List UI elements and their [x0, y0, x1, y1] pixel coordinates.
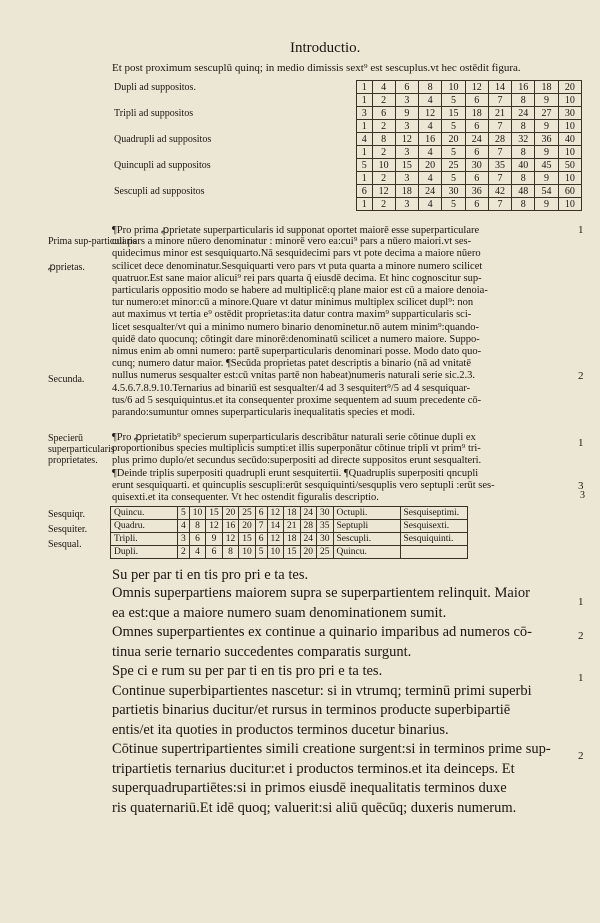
table-cell: 2 — [372, 146, 395, 159]
table-cell: 28 — [488, 133, 511, 146]
table-cell: 7 — [488, 120, 511, 133]
row-label: Dupli ad suppositos. — [114, 81, 196, 93]
text-line: erunt sesquiquarti. et quincuplis sescupli:erūt sesquiquinti/sesquplis vero septupli :erūt ses- — [112, 479, 495, 491]
table-cell: 1 — [357, 172, 373, 185]
table-cell: 3 — [395, 94, 418, 107]
row-label — [112, 94, 357, 107]
table-cell: 14 — [488, 81, 511, 94]
table-cell: Octupli. — [333, 507, 400, 520]
table-cell: 3 — [395, 146, 418, 159]
table-cell: 9 — [206, 533, 223, 546]
table-cell: 4 — [189, 546, 206, 559]
table-cell: 16 — [419, 133, 442, 146]
text-line: quisexti.et ita consequenter. Vt hec ostendit figuralis descriptio. — [112, 492, 379, 503]
superparticular-table — [110, 506, 468, 559]
margin-mark: 3 — [578, 480, 584, 492]
margin-mark: 1 — [578, 224, 584, 236]
table-cell: 20 — [558, 81, 581, 94]
table-cell: 10 — [442, 81, 465, 94]
table-cell: 8 — [419, 81, 442, 94]
table-cell: 18 — [535, 81, 558, 94]
table-cell: 24 — [512, 107, 535, 120]
table-cell: Quincu. — [111, 507, 178, 520]
table-cell: 18 — [395, 185, 418, 198]
table-cell: 2 — [372, 120, 395, 133]
text-line: cunq; numero datur maior. ¶Secūda proprietas patet descriptis a binario (nā ad vnitatē — [112, 358, 472, 370]
intro-line: Et post proximum sescuplū quinq; in medio dimissis sext⁹ est sescuplus.vt hec ostēdit figura. — [112, 62, 521, 74]
table-cell: 16 — [222, 520, 239, 533]
text-line: ¶Pro ꝓprietatib⁹ specierum superparticularis describātur naturali serie cōtinue dupli ex — [112, 432, 476, 443]
row-label — [112, 120, 357, 133]
table-cell: 20 — [239, 520, 256, 533]
table-cell — [400, 546, 467, 559]
table-cell: 6 — [372, 107, 395, 120]
table-cell: 15 — [206, 507, 223, 520]
table-cell: 45 — [535, 159, 558, 172]
table-cell: 18 — [465, 107, 488, 120]
table-cell: 4 — [419, 94, 442, 107]
margin-mark: 2 — [578, 750, 584, 762]
table-row — [112, 198, 582, 211]
text-line: Cōtinue supertripartientes simili creatione surgent:si in terminos prime sup- — [112, 741, 551, 757]
table-row — [111, 507, 468, 520]
table-cell: 3 — [395, 198, 418, 211]
table-cell: 7 — [255, 520, 267, 533]
table-cell: 4 — [419, 146, 442, 159]
table-cell: 6 — [465, 94, 488, 107]
table-row — [112, 185, 582, 198]
table-cell: 30 — [442, 185, 465, 198]
table-cell: 4 — [419, 172, 442, 185]
table-cell: 8 — [222, 546, 239, 559]
text-line: Spe ci e rum su per par ti en tis pro pri e ta tes. — [112, 663, 383, 679]
table-cell: 2 — [372, 172, 395, 185]
text-line: nimus enim ab omni numero: partē superparticularis denominari posse. Modo dato quo- — [112, 346, 482, 357]
table-cell: 10 — [558, 172, 581, 185]
table-cell: 5 — [442, 198, 465, 211]
text-line: ¶Deinde triplis superpositi quadrupli erunt sesquitertii. ¶Quadruplis superpositi qncupli — [112, 467, 479, 479]
margin-note-proprietas: ꝓprietas. — [48, 262, 85, 273]
table-cell: 5 — [442, 94, 465, 107]
table-cell: 8 — [512, 172, 535, 185]
table-cell: 15 — [442, 107, 465, 120]
table-cell: 1 — [357, 120, 373, 133]
text-line: quidē dato quocunq; cōtingit dare minorē:denominatū scilicet a numero maiore. Suppo- — [112, 333, 480, 345]
table-cell: 4 — [178, 520, 190, 533]
table-cell: 1 — [357, 94, 373, 107]
margin-mark: 2 — [578, 630, 584, 642]
table-cell: 10 — [372, 159, 395, 172]
table-cell: 5 — [255, 546, 267, 559]
text-line: ris quaternariū.Et idē quoq; valuerit:si aliū quēcūq; duxeris numerum. — [112, 799, 517, 816]
text-line: parando:sumuntur omnes superparticularis inequalitatis species et modi. — [112, 407, 415, 418]
table-cell: 50 — [558, 159, 581, 172]
text-line: tinua serie ternario succedentes comparatis surgunt. — [112, 643, 412, 660]
text-line: licet sesqualter/vt qui a minimo numero binario denominetur.nō autem minim⁹:quando- — [112, 321, 480, 333]
table-cell: Quadru. — [111, 520, 178, 533]
table-cell: 12 — [267, 507, 284, 520]
table-cell: Sesquisexti. — [400, 520, 467, 533]
table-cell: Dupli. — [111, 546, 178, 559]
table-cell: 2 — [372, 94, 395, 107]
table-cell: 35 — [317, 520, 334, 533]
multiples-table — [112, 80, 582, 211]
table-cell: 7 — [488, 198, 511, 211]
table-row — [112, 107, 582, 120]
table-cell: Sescupli. — [333, 533, 400, 546]
table-cell: 6 — [465, 120, 488, 133]
table-cell: 5 — [357, 159, 373, 172]
text-line: partietis binarius ducitur/et rursus in terminos producte superbipartiē — [112, 702, 511, 718]
table-cell: 10 — [558, 94, 581, 107]
text-line: aut maximus vt tertia e⁹ ostēdit proprietas:ita datur contra maxim⁹ supparticularis sci- — [112, 309, 472, 321]
table-cell: 10 — [558, 120, 581, 133]
page-header: Introductio. — [290, 40, 361, 56]
table-cell: 21 — [488, 107, 511, 120]
table-cell: 8 — [512, 198, 535, 211]
table-row — [112, 81, 582, 94]
table-caption: Su per par ti en tis pro pri e ta tes. — [112, 567, 309, 583]
table-cell: 10 — [558, 198, 581, 211]
table-cell: 20 — [419, 159, 442, 172]
text-line: Omnes superpartientes ex continue a quinario imparibus ad numeros cō- — [112, 624, 532, 640]
text-line: scilicet dece denominatur.Sesquiquarti vero pars vt puta quarta a minore numero scilicet — [112, 260, 483, 272]
table-cell: 27 — [535, 107, 558, 120]
table-row — [111, 520, 468, 533]
table-cell: Tripli. — [111, 533, 178, 546]
table-cell: 8 — [512, 146, 535, 159]
row-label: Sescupli ad suppositos — [114, 185, 205, 197]
table-cell: 6 — [189, 533, 206, 546]
margin-note-species: Specierū superparticularis proprietates. — [48, 433, 115, 466]
table-cell: 6 — [465, 198, 488, 211]
table-cell: 2 — [372, 198, 395, 211]
margin-mark: 2 — [578, 370, 584, 382]
table-cell: 48 — [512, 185, 535, 198]
table-cell: 24 — [300, 507, 317, 520]
table-cell: 18 — [284, 533, 301, 546]
table-cell: 9 — [535, 120, 558, 133]
row-label — [112, 172, 357, 185]
text-line: tripartietis ternarius ducitur:et i productos terminos.et ita deinceps. Et — [112, 760, 515, 777]
table-row — [112, 120, 582, 133]
table-row — [111, 546, 468, 559]
table-cell: 12 — [267, 533, 284, 546]
table-cell: Sesquiquinti. — [400, 533, 467, 546]
table-cell: 20 — [442, 133, 465, 146]
text-line: superquadrupartiētes:si in primos eiusdē inequalitatis terminos duxe — [112, 780, 507, 796]
table-row — [112, 94, 582, 107]
table-cell: 14 — [267, 520, 284, 533]
table-cell: 12 — [372, 185, 395, 198]
table-row — [111, 533, 468, 546]
margin-note-prima: Prima sup-particularis — [48, 236, 137, 247]
table-cell: 21 — [284, 520, 301, 533]
text-line: tus/6 ad 5 sesquiquintus.et ita consequenter proxime sequentem ad suum precedente cō- — [112, 394, 482, 406]
table-cell: 10 — [558, 146, 581, 159]
table-cell: 4 — [372, 81, 395, 94]
table-cell: 3 — [357, 107, 373, 120]
table-cell: 35 — [488, 159, 511, 172]
table-cell: 1 — [357, 81, 373, 94]
table-cell: 1 — [357, 198, 373, 211]
table-cell: 4 — [419, 120, 442, 133]
table-cell: 12 — [222, 533, 239, 546]
table-cell: Septupli — [333, 520, 400, 533]
text-line: tur numero:et minor:cū a minore.Quare vt datur minimus multiplex scilicet dupl⁹: non — [112, 297, 474, 309]
table-cell: 7 — [488, 172, 511, 185]
table-cell: 30 — [558, 107, 581, 120]
table-cell: 6 — [255, 533, 267, 546]
table-cell: 12 — [419, 107, 442, 120]
table-cell: 54 — [535, 185, 558, 198]
table-cell: 6 — [255, 507, 267, 520]
table-row — [112, 172, 582, 185]
text-line: particularis oppositio modo se habere ad multiplicē:q plane maior est cū a maiore denoia- — [112, 285, 488, 296]
table-cell: 6 — [465, 172, 488, 185]
table-cell: 3 — [395, 120, 418, 133]
table-cell: 15 — [284, 546, 301, 559]
table-cell: 6 — [206, 546, 223, 559]
table-cell: 32 — [512, 133, 535, 146]
footer-mark: 3 — [580, 490, 585, 501]
row-label — [112, 146, 357, 159]
table-cell: 4 — [357, 133, 373, 146]
text-line: Omnis superpartiens maiorem supra se superpartientem relinquit. Maior — [112, 585, 530, 601]
table-cell: 28 — [300, 520, 317, 533]
text-line: ea est:que a maiore numero suam denominationem sumit. — [112, 604, 447, 621]
table-cell: 5 — [442, 146, 465, 159]
table-cell: 30 — [317, 533, 334, 546]
table-cell: 7 — [488, 146, 511, 159]
margin-label-sesquiter: Sesquiter. — [48, 524, 88, 535]
text-line: cui pars a minore nūero denominatur : minorē vero ea:cui⁹ pars a nūero maiori.vt ses- — [112, 236, 472, 248]
table-row — [112, 133, 582, 146]
table-cell: 25 — [239, 507, 256, 520]
table-cell: 12 — [206, 520, 223, 533]
table-cell: 60 — [558, 185, 581, 198]
table-cell: 8 — [189, 520, 206, 533]
margin-mark: 1 — [578, 596, 584, 608]
table-cell: 4 — [419, 198, 442, 211]
table-cell: 7 — [488, 94, 511, 107]
table-cell: 25 — [442, 159, 465, 172]
margin-label-sesqual: Sesqual. — [48, 539, 82, 550]
table-cell: 5 — [442, 120, 465, 133]
table-cell: 1 — [357, 146, 373, 159]
table-cell: 9 — [535, 94, 558, 107]
text-line: entis/et ita quoties in productos terminos ducetur binarius. — [112, 721, 449, 738]
text-line: 4.5.6.7.8.9.10.Ternarius ad binariū est sesqualter/4 ad 3 sesquitert⁹/5 ad 4 sesquiquar- — [112, 382, 471, 394]
table-cell: 3 — [395, 172, 418, 185]
table-cell: 20 — [300, 546, 317, 559]
table-cell: 25 — [317, 546, 334, 559]
text-line: nullus numerus sesqualter est:cū vnitas partē non habeat)numeris naturali serie sic.2.3. — [112, 370, 476, 382]
table-cell: 42 — [488, 185, 511, 198]
text-line: ¶Pro prima ꝓprietate superparticularis id supponat oportet maiorē esse superparticulare — [112, 225, 480, 236]
margin-label-sesquiqr: Sesquiqr. — [48, 509, 85, 520]
table-cell: 24 — [419, 185, 442, 198]
row-label: Quincupli ad suppositos — [114, 159, 211, 171]
table-cell: 15 — [239, 533, 256, 546]
table-cell: 40 — [512, 159, 535, 172]
table-cell: 9 — [535, 172, 558, 185]
table-cell: Quincu. — [333, 546, 400, 559]
table-cell: 2 — [178, 546, 190, 559]
table-cell: 36 — [465, 185, 488, 198]
table-cell: 8 — [372, 133, 395, 146]
table-cell: 18 — [284, 507, 301, 520]
table-cell: 30 — [317, 507, 334, 520]
table-cell: 20 — [222, 507, 239, 520]
margin-mark: 1 — [578, 672, 584, 684]
table-row — [112, 146, 582, 159]
text-line: quatruor.Est sane maior alicui⁹ rei pars quarta q̄ eiusdē decima. Et hinc cognoscitur sup- — [112, 272, 482, 284]
table-cell: 40 — [558, 133, 581, 146]
table-cell: 12 — [465, 81, 488, 94]
table-cell: 6 — [465, 146, 488, 159]
table-cell: 6 — [395, 81, 418, 94]
table-cell: 5 — [442, 172, 465, 185]
table-cell: 8 — [512, 120, 535, 133]
table-cell: 24 — [300, 533, 317, 546]
table-cell: 5 — [178, 507, 190, 520]
table-cell: 9 — [535, 198, 558, 211]
table-cell: 9 — [395, 107, 418, 120]
text-line: proportionibus species multiplicis sumpti:et illis superponātur cōtinue tripli vt prim⁹ tri- — [112, 443, 481, 455]
table-row — [112, 159, 582, 172]
table-cell: Sesquiseptimi. — [400, 507, 467, 520]
margin-mark: 1 — [578, 437, 584, 449]
row-label: Quadrupli ad suppositos — [114, 133, 212, 145]
row-label: Tripli ad suppositos — [114, 107, 194, 119]
table-cell: 36 — [535, 133, 558, 146]
table-cell: 10 — [267, 546, 284, 559]
text-line: Continue superbipartientes nascetur: si in vtrumq; terminū primi superbi — [112, 682, 532, 699]
row-label — [112, 198, 357, 211]
table-cell: 12 — [395, 133, 418, 146]
table-cell: 24 — [465, 133, 488, 146]
table-cell: 3 — [178, 533, 190, 546]
text-line: plus primo duplo/et secundus secūdo:superpositi ad directe suppositos erunt sesqualteri. — [112, 455, 482, 467]
text-line: quidecimus minor est sesquiquarto.Nā sesquidecimi pars vt pote decima a maiore nūero — [112, 248, 481, 260]
table-cell: 9 — [535, 146, 558, 159]
table-cell: 10 — [189, 507, 206, 520]
margin-note-secunda: Secunda. — [48, 374, 85, 385]
table-cell: 15 — [395, 159, 418, 172]
table-cell: 16 — [512, 81, 535, 94]
table-cell: 6 — [357, 185, 373, 198]
table-cell: 10 — [239, 546, 256, 559]
table-cell: 8 — [512, 94, 535, 107]
table-cell: 30 — [465, 159, 488, 172]
